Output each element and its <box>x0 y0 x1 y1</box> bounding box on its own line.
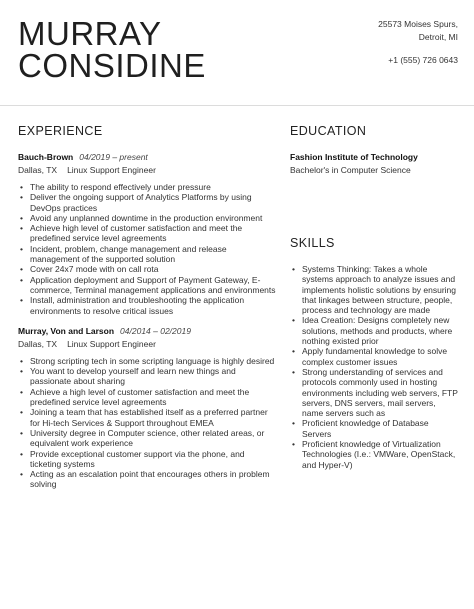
job-bullet: • Deliver the ongoing support of Analytics Platforms by using DevOps practices <box>20 192 252 213</box>
skill-item: • Systems Thinking: Takes a whole systems approach to analyze issues and implements holistic solutions by ensuring that linkages between structure, people, process and technology are made <box>292 264 457 316</box>
job-bullets <box>18 356 276 490</box>
job-bullet: • The ability to respond effectively under pressure <box>20 182 211 192</box>
education-degree: Bachelor's in Computer Science <box>290 165 411 175</box>
skills-list <box>290 264 458 470</box>
job-bullet: • Avoid any unplanned downtime in the production environment <box>20 212 263 223</box>
job-subheading <box>18 339 276 350</box>
contact-spacer <box>378 44 458 54</box>
skill-item: • Apply fundamental knowledge to solve complex customer issues <box>292 346 448 367</box>
job-dates: 04/2019 – present <box>79 152 148 162</box>
resume-header <box>18 15 458 90</box>
job-bullet: • Incident, problem, change management and release management of the supported solution <box>20 243 227 265</box>
job-bullet: • Application deployment and Support of Payment Gateway, E-commerce, Terminal management applications and environments <box>20 274 276 295</box>
skill-item: • Proficient knowledge of Database Servers <box>292 418 429 439</box>
job-bullet: • University degree in Computer science, other related areas, or equivalent work experience <box>20 427 265 449</box>
job-bullets <box>18 182 276 316</box>
job-role: Linux Support Engineer <box>67 338 156 349</box>
first-name: MURRAY <box>18 15 162 52</box>
header-divider <box>0 105 474 106</box>
contact-info <box>378 18 458 67</box>
address-line-2: Detroit, MI <box>418 32 458 42</box>
job-role: Linux Support Engineer <box>67 165 156 175</box>
job-heading <box>18 152 276 163</box>
job-bullet: • Acting as an escalation point that encourages others in problem solving <box>20 469 270 490</box>
job-bullet: • Achieve a high level of customer satisfaction and meet the predefined service level agreements <box>20 386 250 408</box>
skill-item: • Proficient knowledge of Virtualization Technologies (I.e.: VMWare, OpenStack, and Hyper-V) <box>292 439 456 470</box>
job-company: Bauch-Brown <box>18 152 74 162</box>
job-bullet: • Install, administration and troubleshooting the application environments to resolve critical issues <box>20 295 245 316</box>
last-name: CONSIDINE <box>18 47 206 84</box>
job-company: Murray, Von and Larson <box>18 325 115 336</box>
experience-title: EXPERIENCE <box>18 124 103 138</box>
job-bullet: • Provide exceptional customer support via the phone, and ticketing systems <box>20 448 245 469</box>
education-skills-column <box>290 124 458 470</box>
skill-item: • Idea Creation: Designs completely new solutions, methods and products, where nothing existed prior <box>292 315 453 347</box>
skills-title: SKILLS <box>290 236 335 250</box>
skill-item: • Strong understanding of services and protocols commonly used in hosting environments including web servers, FTP servers, DNS servers, mail servers, name servers such as <box>292 366 458 419</box>
job-bullet: • Cover 24x7 mode with on call rota <box>20 264 159 275</box>
job-subheading <box>18 165 276 176</box>
job-bullet: • Joining a team that has established itself as a preferred partner for Hi-tech Services & Support throughout EMEA <box>20 407 268 428</box>
phone-number: +1 (555) 726 0643 <box>388 55 458 65</box>
job-dates: 04/2014 – 02/2019 <box>120 325 191 336</box>
job-location: Dallas, TX <box>18 165 58 175</box>
education-title: EDUCATION <box>290 124 367 138</box>
job-bullet: • Achieve high level of customer satisfaction and meet the predefined service level agreements <box>20 223 243 244</box>
job-entry <box>18 152 276 316</box>
job-entry <box>18 326 276 490</box>
candidate-name <box>18 15 206 84</box>
experience-column <box>18 124 276 500</box>
job-bullet: • Strong scripting tech in some scripting language is highly desired <box>20 355 275 366</box>
job-location: Dallas, TX <box>18 338 58 349</box>
address-line-1: 25573 Moises Spurs, <box>378 19 458 29</box>
job-heading <box>18 326 276 337</box>
job-bullet: • You want to develop yourself and learn new things and passionate about sharing <box>20 366 236 387</box>
education-school: Fashion Institute of Technology <box>290 152 418 162</box>
